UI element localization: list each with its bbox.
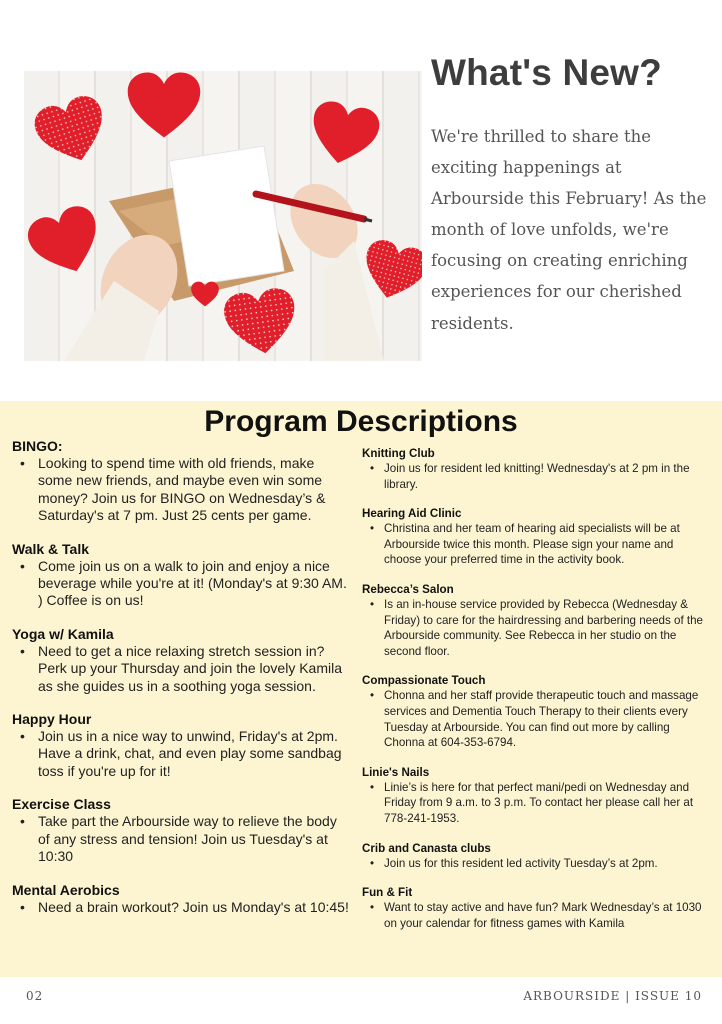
page-number: 02 [26, 989, 44, 1003]
program-descriptions-heading: Program Descriptions [204, 405, 518, 438]
program-name: Yoga w/ Kamila [12, 625, 114, 642]
program-item [362, 506, 712, 568]
program-description: • Chonna and her staff provide therapeutic touch and massage services and Dementia Touch Therapy to their clients every Tuesday at Arbourside. You can find out more by calling Chonna at 604-353-6794. [362, 688, 712, 750]
program-name: Knitting Club [362, 447, 435, 460]
program-item [362, 446, 712, 492]
program-item [12, 796, 352, 865]
program-name: Mental Aerobics [12, 881, 120, 898]
program-item [362, 841, 712, 872]
program-name: Happy Hour [12, 711, 92, 728]
program-name: Rebecca’s Salon [362, 582, 454, 596]
program-item [12, 541, 352, 610]
page-title: What's New? [431, 52, 662, 93]
program-item [12, 882, 352, 916]
intro-paragraph: We're thrilled to share the exciting happenings at Arbourside this February! As the month of love unfolds, we're focusing on creating enriching experiences for our cherished residents. [431, 127, 707, 333]
program-name: Compassionate Touch [362, 674, 486, 688]
program-item [362, 582, 712, 659]
program-name: BINGO: [12, 438, 63, 454]
program-item [12, 438, 352, 525]
program-item [12, 711, 352, 780]
program-list-right [362, 446, 712, 945]
program-name: Linie's Nails [362, 765, 430, 779]
program-description: • Christina and her team of hearing aid specialists will be at Arbourside twice this month. Please sign your name and choose your preferred time in the activity book. [362, 521, 712, 568]
program-description: • Take part the Arbourside way to relieve the body of any stress and tension! Join us Tuesday's at 10:30 [12, 813, 352, 865]
program-description: • Join us for this resident led activity Tuesday’s at 2pm. [362, 856, 712, 872]
program-description: • Need to get a nice relaxing stretch session in? Perk up your Thursday and join the lovely Kamila as she guides us in a soothing yoga session. [12, 643, 352, 695]
valentine-hearts-illustration [24, 71, 422, 361]
program-item [362, 765, 712, 827]
program-description: • Join us in a nice way to unwind, Friday's at 2pm. Have a drink, chat, and even play some sandbag toss if you're up for it! [12, 728, 352, 780]
program-name: Hearing Aid Clinic [362, 507, 462, 521]
program-item [12, 626, 352, 695]
program-list-left [12, 438, 352, 932]
program-description: • Want to stay active and have fun? Mark Wednesday’s at 1030 on your calendar for fitness games with Kamila [362, 900, 712, 931]
program-name: Walk & Talk [12, 540, 90, 557]
program-description: • Looking to spend time with old friends, make some new friends, and maybe even win some money? Join us for BINGO on Wednesday’s & Saturday's at 7 pm. Just 25 cents per game. [12, 455, 352, 525]
program-description: • Linie’s is here for that perfect mani/pedi on Wednesday and Friday from 9 a.m. to 3 p.m. To contact her please call her at 778-241-1953. [362, 780, 712, 827]
program-description: • Need a brain workout? Join us Monday's at 10:45! [12, 899, 352, 916]
issue-label: ARBOURSIDE | ISSUE 10 [523, 989, 702, 1003]
program-description: • Come join us on a walk to join and enjoy a nice beverage while you're at it! (Monday's at 9:30 AM. ) Coffee is on us! [12, 558, 352, 610]
program-description: • Join us for resident led knitting! Wednesday's at 2 pm in the library. [362, 461, 712, 492]
program-name: Crib and Canasta clubs [362, 841, 491, 855]
hero-photo [24, 71, 422, 361]
program-item [362, 885, 712, 931]
program-name: Exercise Class [12, 796, 111, 813]
program-description: • Is an in-house service provided by Rebecca (Wednesday & Friday) to care for the hairdressing and barbering needs of the Arbourside community. See Rebecca in her studio on the second floor. [362, 597, 712, 659]
program-name: Fun & Fit [362, 886, 413, 900]
program-item [362, 673, 712, 750]
